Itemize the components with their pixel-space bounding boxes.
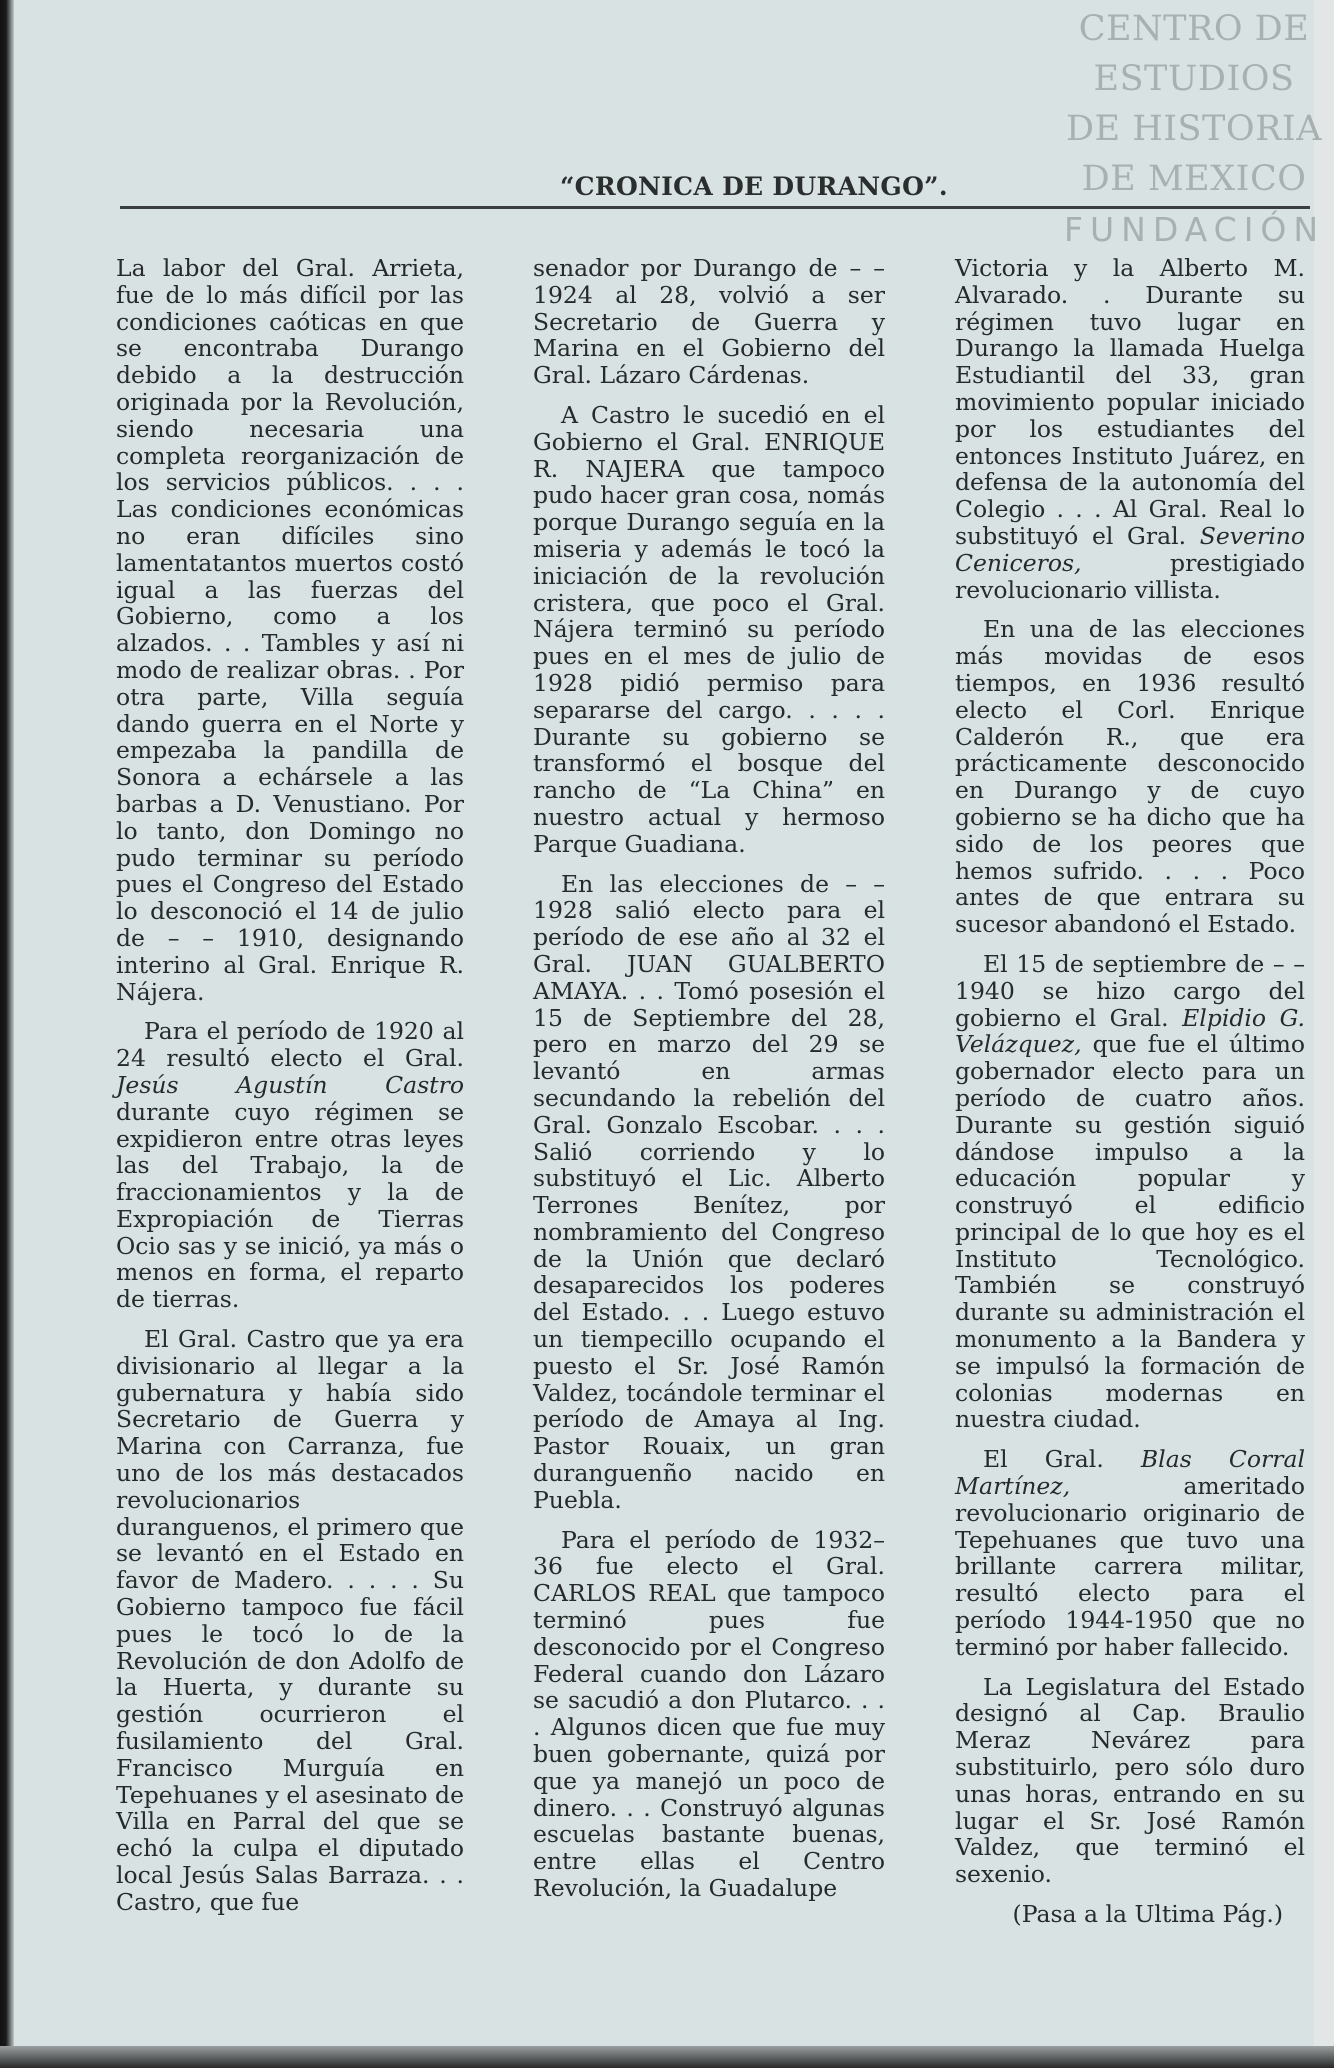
person-name: Blas Corral Martínez, bbox=[955, 1445, 1305, 1501]
person-name: Severino Ceniceros, bbox=[955, 521, 1305, 577]
paragraph: senador por Durango de – – 1924 al 28, volvió a ser Secretario de Guerra y Marina en el Gobierno del Gral. Lázaro Cárdenas. bbox=[533, 254, 885, 390]
person-name: Elpidio G. Velázquez, bbox=[955, 1003, 1305, 1059]
scan-bottom-edge bbox=[0, 2046, 1334, 2068]
text-run: que fue el último gobernador electo para un período de cuatro años. Durante su gestión siguió dándose impulso a la educación popular y construyó el edificio principal de lo que hoy es el Instituto Tecnológico. También se construyó durante su administración el monumento a la Bandera y se impulsó la formación de colonias modernas en nuestra ciudad. bbox=[955, 1030, 1305, 1434]
person-name: Jesús Agustín Castro bbox=[116, 1070, 464, 1099]
paragraph: A Castro le sucedió en el Gobierno el Gral. ENRIQUE R. NAJERA que tampoco pudo hacer gran cosa, nomás porque Durango seguía en la miseria y además le tocó la iniciación de la revolución cristera, que poco el Gral. Nájera terminó su período pues en el mes de julio de 1928 pidió permiso para separarse del cargo. . . . . Durante su gobierno se transformó el bosque del rancho de “La China” en nuestro actual y hermoso Parque Guadiana. bbox=[533, 400, 885, 858]
continuation-note: (Pasa a la Ultima Pág.) bbox=[1012, 1900, 1283, 1929]
page-title: “CRONICA DE DURANGO”. bbox=[560, 172, 948, 201]
text-run: Para el período de 1920 al 24 resultó electo el Gral. bbox=[116, 1017, 464, 1073]
watermark-line: ESTUDIOS bbox=[1093, 59, 1295, 99]
scan-left-edge bbox=[0, 0, 14, 2068]
watermark-line: DE MEXICO bbox=[1081, 159, 1307, 199]
paragraph bbox=[116, 1018, 464, 1313]
column-1 bbox=[116, 255, 464, 1929]
header-divider bbox=[120, 206, 1310, 209]
text-run: El 15 de septiembre de – – 1940 se hizo cargo del gobierno el Gral. bbox=[955, 949, 1305, 1032]
paragraph: La Legislatura del Estado designó al Cap. Braulio Meraz Nevárez para substituirlo, pero sólo duro unas horas, entrando en su lugar el Sr. José Ramón Valdez, que terminó el sexenio. bbox=[955, 1672, 1305, 1889]
paragraph: Para el período de 1932– 36 fue electo el Gral. CARLOS REAL que tampoco terminó pues fue desconocido por el Congreso Federal cuando don Lázaro se sacudió a don Plutarco. . . . Algunos dicen que fue muy buen gobernante, quizá por que ya manejó un poco de dinero. . . Construyó algunas escuelas bastante buenas, entre ellas el Centro Revolución, la Guadalupe bbox=[533, 1525, 885, 1903]
paragraph: La labor del Gral. Arrieta, fue de lo más difícil por las condiciones caóticas en que se encontraba Durango debido a la destrucción originada por la Revolución, siendo necesaria una completa reorganización de los servicios públicos. . . . Las condiciones económicas no eran difíciles sino lamentatantos muertos costó igual a las fuerzas del Gobierno, como a los alzados. . . Tambles y así ni modo de realizar obras. . Por otra parte, Villa seguía dando guerra en el Norte y empezaba la pandilla de Sonora a echársele a las barbas a D. Venustiano. Por lo tanto, don Domingo no pudo terminar su período pues el Congreso del Estado lo desconoció el 14 de julio de – – 1910, designando interino al Gral. Enrique R. Nájera. bbox=[116, 254, 464, 1006]
column-3 bbox=[955, 255, 1305, 1941]
text-run: durante cuyo régimen se expidieron entre otras leyes las del Trabajo, la de fraccionamientos y la de Expropiación de Tierras Ocio sas y se inició, ya más o menos en forma, el reparto de tierras. bbox=[116, 1097, 464, 1314]
paragraph bbox=[955, 1446, 1305, 1660]
text-run: El Gral. bbox=[983, 1445, 1141, 1474]
paragraph bbox=[955, 951, 1305, 1433]
text-run: ameritado revolucionario originario de Tepehuanes que tuvo una brillante carrera militar, resultó electo para el período 1944-1950 que no terminó por haber fallecido. bbox=[955, 1472, 1305, 1661]
paragraph: En una de las elecciones más movidas de esos tiempos, en 1936 resultó electo el Corl. Enrique Calderón R., que era prácticamente desconocido en Durango y de cuyo gobierno se ha dicho que ha sido de los peores que hemos sufrido. . . . Poco antes de que entrara su sucesor abandonó el Estado. bbox=[955, 615, 1305, 939]
paragraph bbox=[955, 255, 1305, 603]
text-run: Victoria y la Alberto M. Alvarado. . Durante su régimen tuvo lugar en Durango la llamada Huelga Estudiantil del 33, gran movimiento popular iniciado por los estudiantes del entonces Instituto Juárez, en defensa de la autonomía del Colegio . . . Al Gral. Real lo substituyó el Gral. bbox=[955, 254, 1305, 550]
watermark-line: CENTRO DE bbox=[1078, 9, 1310, 49]
paragraph: El Gral. Castro que ya era divisionario al llegar a la gubernatura y había sido Secretario de Guerra y Marina con Carranza, fue uno de los más destacados revolucionarios duranguenos, el primero que se levantó en el Estado en favor de Madero. . . . . Su Gobierno tampoco fue fácil pues le tocó lo de la Revolución de don Adolfo de la Huerta, y durante su gestión ocurrieron el fusilamiento del Gral. Francisco Murguía en Tepehuanes y el asesinato de Villa en Parral del que se echó la culpa el diputado local Jesús Salas Barraza. . . Castro, que fue bbox=[116, 1325, 464, 1916]
text-run: prestigiado revolucionario villista. bbox=[955, 548, 1305, 604]
paragraph: En las elecciones de – – 1928 salió electo para el período de ese año al 32 el Gral. JUAN GUALBERTO AMAYA. . . Tomó posesión el 15 de Septiembre del 28, pero en marzo del 29 se levantó en armas secundando la rebelión del Gral. Gonzalo Escobar. . . . Salió corriendo y lo substituyó el Lic. Alberto Terrones Benítez, por nombramiento del Congreso de la Unión que declaró desaparecidos los poderes del Estado. . . Luego estuvo un tiempecillo ocupando el puesto el Sr. José Ramón Valdez, tocándole terminar el período de Amaya al Ing. Pastor Rouaix, un gran duranguenño nacido en Puebla. bbox=[533, 869, 885, 1514]
archive-watermark bbox=[1064, 4, 1324, 256]
column-2 bbox=[533, 255, 885, 1915]
watermark-line: FUNDACIÓN bbox=[1064, 210, 1326, 249]
watermark-line: DE HISTORIA bbox=[1065, 109, 1323, 149]
